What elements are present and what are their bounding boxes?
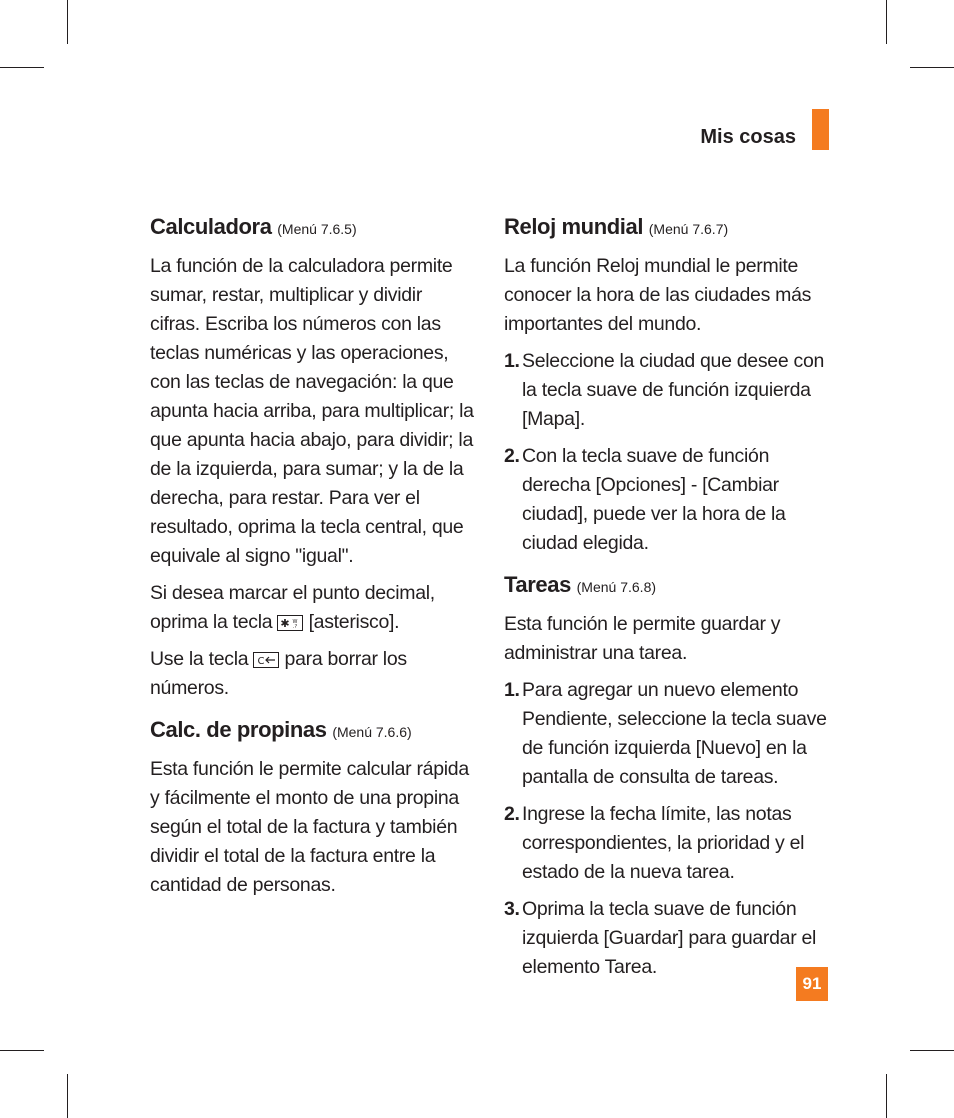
crop-mark [0, 67, 44, 68]
crop-mark [67, 0, 68, 44]
svg-text:.?: .? [293, 624, 298, 630]
right-column [504, 212, 830, 982]
clear-note-end: para borrar los números. [150, 648, 407, 699]
reloj-menu-ref: (Menú 7.6.7) [648, 221, 729, 237]
step-number: 2. [504, 803, 520, 825]
calculadora-heading [150, 212, 474, 244]
svg-text:✱: ✱ [280, 617, 291, 630]
crop-mark [67, 1074, 68, 1118]
step-number: 1. [504, 679, 520, 701]
clear-key-icon [253, 652, 279, 668]
crop-mark [910, 1050, 954, 1051]
step-text: Ingrese la fecha límite, las notas correspondientes, la prioridad y el estado de la nueva tarea. [522, 803, 805, 883]
tareas-step [504, 895, 830, 982]
left-column [150, 212, 474, 900]
step-text: Para agregar un nuevo elemento Pendiente, seleccione la tecla suave de función izquierda [Nuevo] en la pantalla de consulta de tareas. [522, 679, 827, 788]
step-number: 2. [504, 445, 520, 467]
tareas-title: Tareas [504, 572, 571, 597]
tareas-description: Esta función le permite guardar y administrar una tarea. [504, 613, 781, 664]
svg-text:W: W [292, 619, 298, 625]
tareas-heading [504, 570, 830, 602]
clear-note-text: Use la tecla [150, 648, 249, 670]
section-title: Mis cosas [700, 126, 796, 148]
calculadora-clear-note [150, 645, 474, 703]
page-number: 91 [796, 967, 828, 1001]
propinas-menu-ref: (Menú 7.6.6) [332, 724, 412, 740]
tareas-step [504, 676, 830, 792]
calculadora-title: Calculadora [150, 214, 272, 239]
propinas-description: Esta función le permite calcular rápida y fácilmente el monto de una propina según el total de la factura y también dividir el total de la factura entre la cantidad de personas. [150, 758, 469, 896]
step-text: Seleccione la ciudad que desee con la tecla suave de función izquierda [Mapa]. [522, 350, 825, 430]
crop-mark [0, 1050, 44, 1051]
crop-mark [886, 0, 887, 44]
reloj-step [504, 347, 830, 434]
reloj-title: Reloj mundial [504, 214, 644, 239]
decimal-note-text: Si desea marcar el punto decimal, oprima la tecla [150, 582, 435, 633]
propinas-heading [150, 715, 474, 747]
propinas-title: Calc. de propinas [150, 717, 327, 742]
tareas-menu-ref: (Menú 7.6.8) [576, 579, 657, 595]
crop-mark [910, 67, 954, 68]
crop-mark [886, 1074, 887, 1118]
asterisk-key-icon [277, 615, 303, 631]
svg-text:C: C [257, 656, 265, 667]
step-text: Oprima la tecla suave de función izquierda [Guardar] para guardar el elemento Tarea. [522, 898, 817, 978]
calculadora-menu-ref: (Menú 7.6.5) [277, 221, 357, 237]
step-text: Con la tecla suave de función derecha [Opciones] - [Cambiar ciudad], puede ver la hora de la ciudad elegida. [522, 445, 786, 554]
step-number: 1. [504, 350, 520, 372]
reloj-heading [504, 212, 830, 244]
step-number: 3. [504, 898, 520, 920]
reloj-description: La función Reloj mundial le permite conocer la hora de las ciudades más importantes del mundo. [504, 255, 812, 335]
decimal-note-end: [asterisco]. [308, 611, 400, 633]
section-tab-accent [812, 109, 829, 150]
calculadora-decimal-note [150, 579, 474, 637]
reloj-step [504, 442, 830, 558]
calculadora-description: La función de la calculadora permite sumar, restar, multiplicar y dividir cifras. Escriba los números con las teclas numéricas y las operaciones, con las teclas de navegación: la que apunta hacia arriba, para multiplicar; la que apunta hacia abajo, para dividir; la de la izquierda, para sumar; y la de la derecha, para restar. Para ver el resultado, oprima la tecla central, que equivale al signo "igual". [150, 255, 474, 567]
tareas-step [504, 800, 830, 887]
